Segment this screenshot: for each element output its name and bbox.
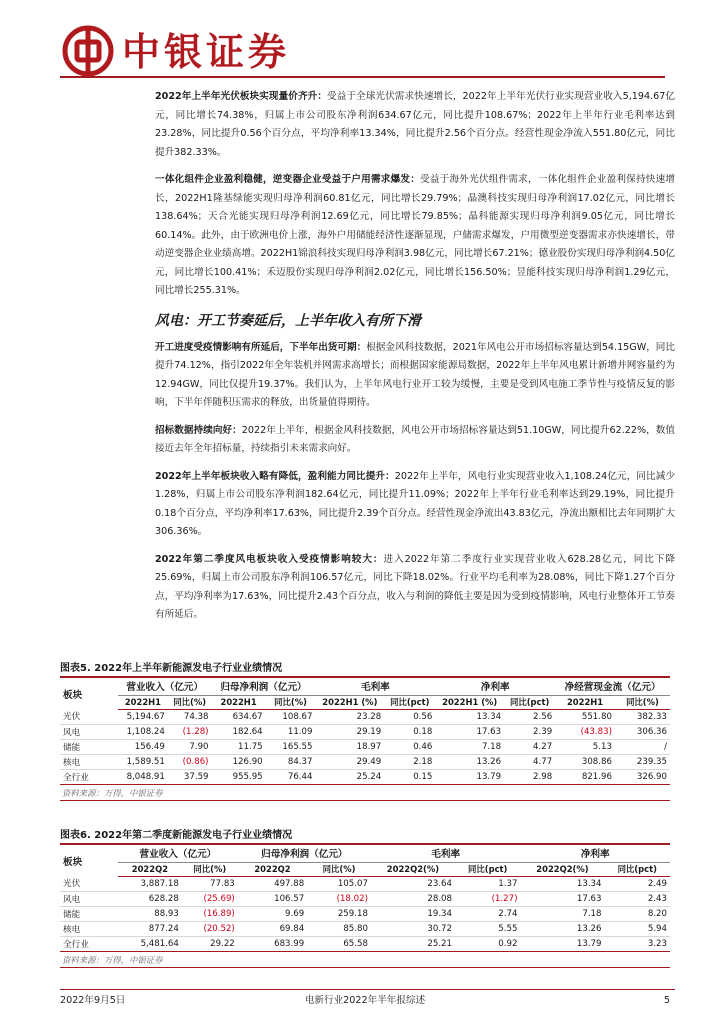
wind-h1-paragraph <box>155 468 675 542</box>
table-cell: 核电 <box>60 922 118 937</box>
wind-bidding-body: 2022年上半年，根据金风科技数据，风电公开市场招标容量达到51.10GW，同比提升62.22%，数值接近去年全年招标量，持续指引未来需求向好。 <box>155 424 675 454</box>
table-cell: 326.90 <box>615 770 670 785</box>
table-cell: 105.07 <box>307 876 371 891</box>
table5-sub-header-cell: 2022H1 (%) <box>315 695 384 709</box>
table-cell: 13.34 <box>520 876 604 891</box>
table5-group-header <box>60 678 670 695</box>
table-row <box>60 739 670 754</box>
table-cell: 5.94 <box>605 922 671 937</box>
table-cell: 0.18 <box>384 724 435 739</box>
pv-summary-body: 受益于全球光伏需求快速增长，2022年上半年光伏行业实现营业收入5,194.67亿元，同比增长74.38%，归属上市公司股东净利润634.67亿元，同比提升108.67%；2022年上半年行业毛利率达到23.28%，同比提升0.56个百分点，平均净利率13.34%，同比提升2.56个百分点。经营性现金净流入551.80亿元，同比提升382.33%。 <box>155 91 676 158</box>
table6-sub-header-cell: 2022Q2(%) <box>520 862 604 876</box>
table-cell: 106.57 <box>238 891 307 906</box>
main-content <box>155 88 675 634</box>
table-cell: 28.08 <box>371 891 455 906</box>
table-cell: 29.19 <box>315 724 384 739</box>
table-cell: 4.27 <box>504 739 555 754</box>
table6-block-header: 板块 <box>63 856 83 868</box>
bank-of-china-logo-icon <box>62 25 114 77</box>
table-cell: 69.84 <box>238 922 307 937</box>
table-cell: 308.86 <box>555 755 615 770</box>
table-cell: 7.90 <box>168 739 212 754</box>
header-divider <box>60 76 665 78</box>
table-row <box>60 755 670 770</box>
table-cell: 29.22 <box>182 937 238 952</box>
table5-sub-header-cell: 同比(pct) <box>504 695 555 709</box>
table-cell: 65.58 <box>307 937 371 952</box>
table-cell: 1.37 <box>455 876 520 891</box>
wind-progress-paragraph <box>155 339 675 413</box>
table5-title: 图表5. 2022年上半年新能源发电子行业业绩情况 <box>60 660 670 678</box>
table-cell: 13.34 <box>435 709 504 724</box>
table-cell: 全行业 <box>60 937 118 952</box>
table5-sub-header-cell: 同比(pct) <box>384 695 435 709</box>
table5-sub-header-cell: 同比(%) <box>266 695 316 709</box>
table-cell: 18.97 <box>315 739 384 754</box>
table-row <box>60 922 670 937</box>
table-cell: (1.28) <box>168 724 212 739</box>
table-cell: 1,108.24 <box>118 724 168 739</box>
table-cell: 2.18 <box>384 755 435 770</box>
table-cell: 核电 <box>60 755 118 770</box>
wind-progress-body: 根据金风科技数据，2021年风电公开市场招标容量达到54.15GW，同比提升74.12%，指引2022年全年装机并网需求高增长；而根据国家能源局数据，2022年上半年风电累计新增并网容量约为12.94GW，同比仅提升19.37%。我们认为，上半年风电行业开工较为缓慢，主要是受到风电施工季节性与疫情反复的影响，下半年伴随积压需求的释放，出货量值得期待。 <box>155 341 675 408</box>
page-number: 5 <box>663 995 670 1006</box>
page-header <box>0 0 725 80</box>
table-row <box>60 709 670 724</box>
table5-sub-header-cell: 2022H1 (%) <box>435 695 504 709</box>
table-cell: 储能 <box>60 906 118 921</box>
table6 <box>60 845 670 952</box>
pv-integrated-paragraph <box>155 171 675 301</box>
table6-group-header <box>60 845 670 862</box>
table5-body <box>60 709 670 785</box>
table-row <box>60 770 670 785</box>
table5-group-header-cell: 营业收入（亿元） <box>118 678 212 695</box>
table-cell: 683.99 <box>238 937 307 952</box>
pv-integrated-body: 受益于海外光伏组件需求，一体化组件企业盈利保持快速增长，2022H1隆基绿能实现归母净利润60.81亿元，同比增长29.79%；晶澳科技实现归母净利润17.02亿元，同比增长138.64%；天合光能实现归母净利润12.69亿元，同比增长79.85%；晶科能源实现归母净利润9.05亿元，同比增长60.14%。此外，由于欧洲电价上涨，海外户用储能经济性逐渐显现，户储需求爆发，户用微型逆变器需求亦快速增长，带动逆变器企业业绩高增。2022H1锦浪科技实现归母净利润3.98亿元，同比增长67.21%；德业股份实现归母净利润4.50亿元，同比增长100.41%；禾迈股份实现归母净利润2.02亿元，同比增长156.50%；昱能科技实现归母净利润1.29亿元，同比增长255.31%。 <box>155 174 676 296</box>
table6-sub-header-cell: 同比(pct) <box>605 862 671 876</box>
table-cell: 13.79 <box>520 937 604 952</box>
table-cell: (20.52) <box>182 922 238 937</box>
table6-sub-header-cell: 同比(%) <box>307 862 371 876</box>
table-cell: 8.20 <box>605 906 671 921</box>
pv-summary-lead: 2022年上半年光伏板块实现量价齐升： <box>155 91 328 102</box>
table-cell: 182.64 <box>212 724 266 739</box>
table-cell: 156.49 <box>118 739 168 754</box>
table5-group-header-cell: 毛利率 <box>315 678 435 695</box>
table-cell: (25.69) <box>182 891 238 906</box>
table5-source: 资料来源：万得，中银证券 <box>60 785 670 801</box>
table-cell: 9.69 <box>238 906 307 921</box>
wind-bidding-paragraph <box>155 422 675 459</box>
table5-block <box>60 660 670 801</box>
table-cell: 76.44 <box>266 770 316 785</box>
table-cell: 497.88 <box>238 876 307 891</box>
table-cell: 239.35 <box>615 755 670 770</box>
table6-title: 图表6. 2022年第二季度新能源发电子行业业绩情况 <box>60 827 670 845</box>
table-cell: 25.24 <box>315 770 384 785</box>
table-cell: 2.39 <box>504 724 555 739</box>
table-cell: 11.09 <box>266 724 316 739</box>
wind-q2-lead: 2022年第二季度风电板块收入受疫情影响较大： <box>155 553 384 565</box>
table6-sub-header-cell: 2022Q2(%) <box>371 862 455 876</box>
table6-group-header-cell: 毛利率 <box>371 845 521 862</box>
table6-group-header-cell: 净利率 <box>520 845 670 862</box>
table6-sub-header-cell: 同比(%) <box>182 862 238 876</box>
wind-progress-lead: 开工进度受疫情影响有所延后，下半年出货可期： <box>155 341 367 353</box>
table6-group-header-cell: 归母净利润（亿元） <box>238 845 371 862</box>
pv-summary-paragraph <box>155 88 675 162</box>
footer-date: 2022年9月5日 <box>60 995 126 1006</box>
table6-sub-header <box>60 862 670 876</box>
table-cell: 551.80 <box>555 709 615 724</box>
table-row <box>60 937 670 952</box>
table-cell: 306.36 <box>615 724 670 739</box>
table-cell: / <box>615 739 670 754</box>
table-cell: 3,887.18 <box>118 876 182 891</box>
table-cell: 1,589.51 <box>118 755 168 770</box>
table-cell: 29.49 <box>315 755 384 770</box>
wind-section-title: 风电：开工节奏延后，上半年收入有所下滑 <box>155 312 421 329</box>
table-cell: (18.02) <box>307 891 371 906</box>
table-cell: 5,194.67 <box>118 709 168 724</box>
pv-integrated-lead: 一体化组件企业盈利稳健，逆变器企业受益于户用需求爆发： <box>155 174 421 185</box>
table-cell: 25.21 <box>371 937 455 952</box>
wind-h1-lead: 2022年上半年板块收入略有降低，盈利能力同比提升： <box>155 470 395 482</box>
table-cell: 2.98 <box>504 770 555 785</box>
table-cell: 2.43 <box>605 891 671 906</box>
table6-block <box>60 827 670 968</box>
table-cell: 634.67 <box>212 709 266 724</box>
table-cell: 13.79 <box>435 770 504 785</box>
table5-sub-header-cell: 2022H1 <box>555 695 615 709</box>
table-cell: 85.80 <box>307 922 371 937</box>
table-cell: 5.55 <box>455 922 520 937</box>
table-cell: 储能 <box>60 739 118 754</box>
table5-sub-header-cell: 2022H1 <box>212 695 266 709</box>
table-cell: 光伏 <box>60 709 118 724</box>
table5-block-header: 板块 <box>63 689 83 701</box>
table6-group-header-cell: 营业收入（亿元） <box>118 845 238 862</box>
table-cell: 37.59 <box>168 770 212 785</box>
table-cell: 2.49 <box>605 876 671 891</box>
table6-source: 资料来源：万得，中银证券 <box>60 952 670 968</box>
table-cell: 821.96 <box>555 770 615 785</box>
table-cell: 19.34 <box>371 906 455 921</box>
table-cell: 7.18 <box>435 739 504 754</box>
table-cell: 165.55 <box>266 739 316 754</box>
table-cell: (16.89) <box>182 906 238 921</box>
table6-body <box>60 876 670 952</box>
table-cell: 2.56 <box>504 709 555 724</box>
table-cell: 全行业 <box>60 770 118 785</box>
table-cell: 88.93 <box>118 906 182 921</box>
table-cell: 23.28 <box>315 709 384 724</box>
table-cell: 0.15 <box>384 770 435 785</box>
table5-sub-header-cell: 同比(%) <box>615 695 670 709</box>
table5-sub-header-cell: 同比(%) <box>168 695 212 709</box>
wind-q2-paragraph <box>155 551 675 625</box>
table-cell: 77.83 <box>182 876 238 891</box>
table6-sub-header-cell: 2022Q2 <box>118 862 182 876</box>
table-cell: (0.86) <box>168 755 212 770</box>
table-cell: 0.46 <box>384 739 435 754</box>
table-cell: 7.18 <box>520 906 604 921</box>
table6-sub-header-cell: 2022Q2 <box>238 862 307 876</box>
table-cell: 17.63 <box>520 891 604 906</box>
table-cell: 108.67 <box>266 709 316 724</box>
table-cell: (1.27) <box>455 891 520 906</box>
table5-group-header-cell: 净经营现金流（亿元） <box>555 678 670 695</box>
table-row <box>60 724 670 739</box>
table-cell: 0.92 <box>455 937 520 952</box>
table-cell: 30.72 <box>371 922 455 937</box>
table5-group-header-cell: 归母净利润（亿元） <box>212 678 316 695</box>
table-cell: 13.26 <box>520 922 604 937</box>
table6-sub-header-cell: 同比(pct) <box>455 862 520 876</box>
table-cell: 259.18 <box>307 906 371 921</box>
table-cell: 877.24 <box>118 922 182 937</box>
table-cell: 风电 <box>60 724 118 739</box>
table-cell: 0.56 <box>384 709 435 724</box>
table-cell: 5.13 <box>555 739 615 754</box>
table-cell: 2.74 <box>455 906 520 921</box>
table-row <box>60 906 670 921</box>
wind-q2-body: 进入2022年第二季度行业实现营业收入628.28亿元，同比下降25.69%，归属上市公司股东净利润106.57亿元，同比下降18.02%。行业平均毛利率为28.08%，同比下降1.27个百分点，平均净利率为17.63%，同比提升2.43个百分点，收入与利润的降低主要是因为受到疫情影响，风电行业整体开工节奏有所延后。 <box>155 553 676 620</box>
footer-divider <box>60 989 675 990</box>
table5 <box>60 678 670 785</box>
table-cell: (43.83) <box>555 724 615 739</box>
table-row <box>60 891 670 906</box>
table5-sub-header <box>60 695 670 709</box>
table-cell: 628.28 <box>118 891 182 906</box>
table-cell: 17.63 <box>435 724 504 739</box>
table-cell: 风电 <box>60 891 118 906</box>
table-cell: 955.95 <box>212 770 266 785</box>
table5-group-header-cell: 净利率 <box>435 678 555 695</box>
wind-bidding-lead: 招标数据持续向好： <box>155 424 242 436</box>
table-cell: 84.37 <box>266 755 316 770</box>
table-cell: 8,048.91 <box>118 770 168 785</box>
table-cell: 126.90 <box>212 755 266 770</box>
table-cell: 11.75 <box>212 739 266 754</box>
table5-sub-header-cell: 2022H1 <box>118 695 168 709</box>
footer-report-title: 电新行业2022年半年报综述 <box>304 995 426 1006</box>
table-cell: 3.23 <box>605 937 671 952</box>
table-cell: 13.26 <box>435 755 504 770</box>
table-cell: 74.38 <box>168 709 212 724</box>
wind-h1-body: 2022年上半年，风电行业实现营业收入1,108.24亿元，同比减少1.28%，归属上市公司股东净利润182.64亿元，同比提升11.09%；2022年上半年行业毛利率达到29.19%，同比提升0.18个百分点，平均净利率17.63%，同比提升2.39个百分点。经营性现金净流出43.83亿元，净流出额相比去年同期扩大306.36%。 <box>155 470 675 537</box>
table-cell: 4.77 <box>504 755 555 770</box>
table-cell: 光伏 <box>60 876 118 891</box>
table-cell: 382.33 <box>615 709 670 724</box>
table-cell: 5,481.64 <box>118 937 182 952</box>
table-row <box>60 876 670 891</box>
table-cell: 23.64 <box>371 876 455 891</box>
company-logo-text: 中银证券 <box>122 29 291 74</box>
